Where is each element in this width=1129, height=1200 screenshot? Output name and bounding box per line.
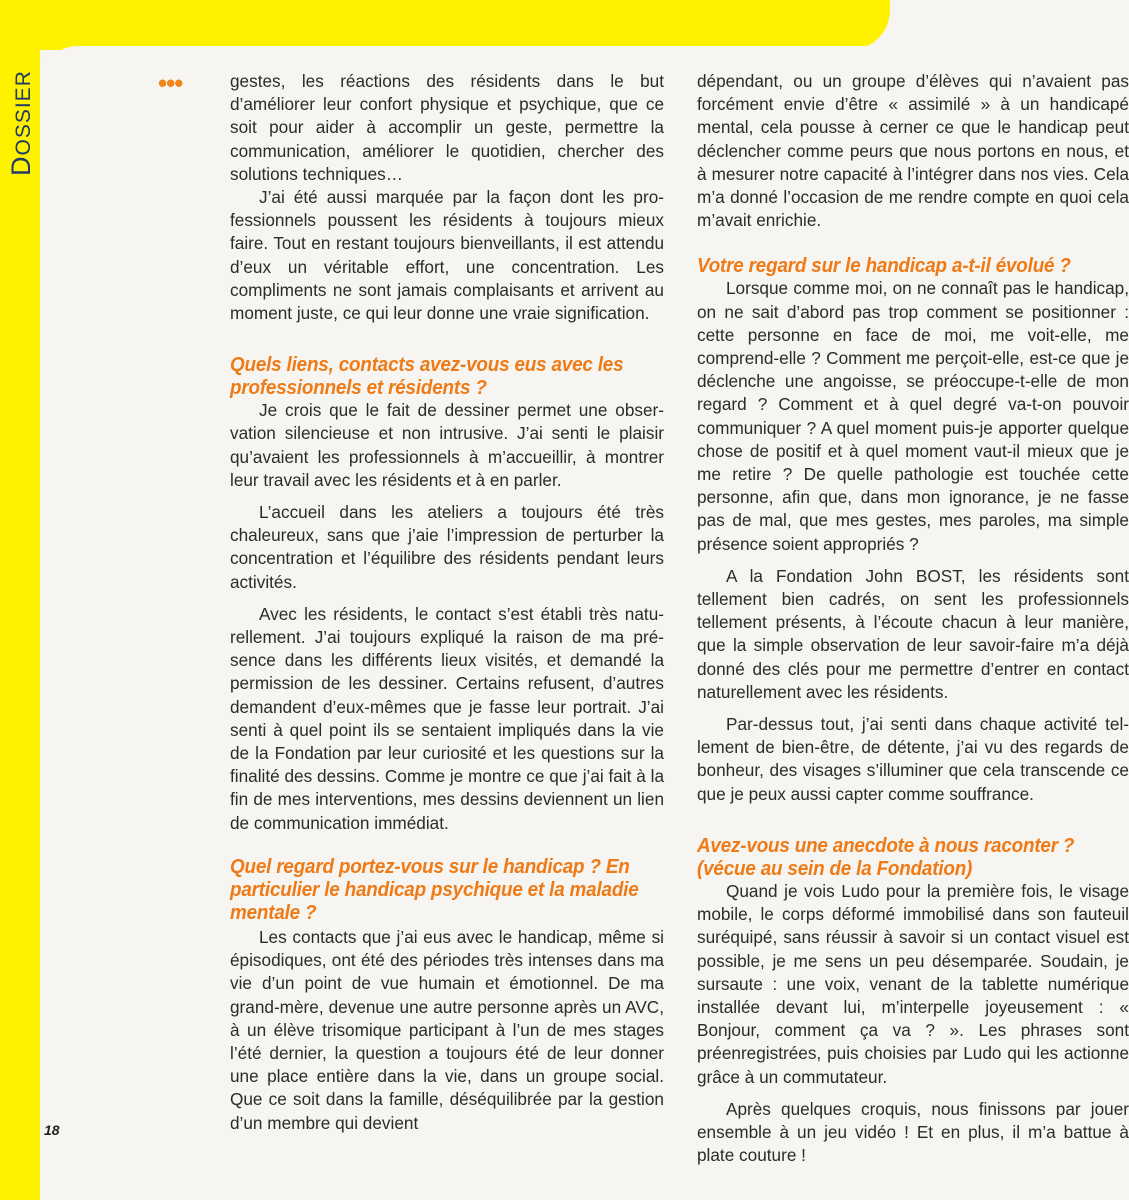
question-heading: Quel regard portez-vous sur le handicap ? En particulier le handicap psychique et la maladie mentale ? — [230, 854, 639, 924]
paragraph: Quand je vois Ludo pour la première fois, le visage mobile, le corps déformé immobilisé dans son fauteuil suréquipé, sans réussir à savoir si un contact visuel est possible, je me sens un peu désemparée. Soudain, je sursaute : une voix, venant de la tablette numérique installée devant lui, m’interpelle joyeusement : « Bonjour, comment ça va ? ». Les phrases sont préenregistrées, puis choisies par Ludo qui les actionne grâce à un commutateur. — [697, 880, 1129, 1087]
paragraph: Par-dessus tout, j’ai senti dans chaque activité tellement de bien-être, de détente, j’ai vu des regards de bonheur, des visages s’illuminer que cela transcende ce que je peux aussi capter comme souffrance. — [697, 714, 1129, 804]
paragraph: gestes, les réactions des résidents dans le but d’améliorer leur confort physique et psychique, que ce soit pour aider à accomplir un geste, permettre la communication, améliorer le quotidien, chercher des solutions techniques… — [230, 71, 664, 184]
right-column — [697, 70, 1129, 1167]
section-label-text: DOSSIER — [6, 70, 36, 176]
paragraph: Après quelques croquis, nous finissons par jouer ensemble à un jeu vidéo ! Et en plus, il m’a battue à plate couture ! — [697, 1098, 1129, 1166]
paragraph: Je crois que le fait de dessiner permet une observation silencieuse et non intrusive. J’ai senti le plaisir qu’avaient les professionnels à m’accueillir, à montrer leur travail avec les résidents et à en parler. — [230, 400, 664, 490]
paragraph: J’ai été aussi marquée par la façon dont les professionnels poussent les résidents à toujours mieux faire. Tout en restant toujours bienveillants, il est attendu d’eux un véritable effort, une concentration. Les compliments ne sont jamais complaisants et arrivent au moment juste, ce qui leur donne une vraie signification. — [230, 187, 664, 324]
yellow-left-band — [0, 0, 40, 1200]
page-number: 18 — [44, 1122, 60, 1138]
paragraph: dépendant, ou un groupe d’élèves qui n’avaient pas forcément envie d’être « assimilé » à un handicapé mental, cela pousse à cerner ce que le handicap peut déclencher comme peurs que nous portons en nous, et à mesurer notre capacité à l’intégrer dans nos vies. Cela m’a donné l’occasion de me rendre compte en quoi cela m’avait enrichie. — [697, 71, 1129, 231]
section-label — [6, 70, 37, 176]
paragraph: Les contacts que j’ai eus avec le handicap, même si épisodiques, ont été des périodes très intenses dans ma vie d’un point de vue humain et émotionnel. De ma grand-mère, devenue une autre personne après un AVC, à un élève trisomique participant à l’un de mes stages l’été dernier, la question a toujours été de leur donner une place entière dans la vie, dans un groupe social. Que ce soit dans la famille, déséquilibrée par la gestion d’un membre qui devient — [230, 926, 664, 1133]
paragraph: L’accueil dans les ateliers a toujours été très chaleureux, sans que j’aie l’impression de perturber la concentration et l’équilibre des résidents pendant leurs activités. — [230, 502, 664, 592]
question-heading: Votre regard sur le handicap a-t-il évolué ? — [697, 254, 1071, 278]
left-column — [230, 70, 664, 1135]
paragraph: Lorsque comme moi, on ne connaît pas le handicap, on ne sait d’abord pas trop comment se positionner : cette personne en face de moi, me voit-elle, me comprend-elle ? Comment me perçoit-elle, est-ce que je déclenche une angoisse, se préoccupe-t-elle de mon regard ? Comment et à quel degré va-t-on pouvoir communiquer ? A quel moment puis-je apporter quelque chose de positif et à quel moment vaut-il mieux que je me retire ? De quelle pathologie est touchée cette personne, afin que, dans mon ignorance, je ne fasse pas de mal, que mes gestes, mes paroles, ma simple présence soient appropriés ? — [697, 278, 1129, 554]
paragraph: A la Fondation John BOST, les résidents sont tellement bien cadrés, on sent les professionnels tellement présents, à l’écoute chacun à leur manière, que la simple observation de leur savoir-faire m’a déjà donné des clés pour me permettre d’entrer en contact naturellement avec les résidents. — [697, 565, 1129, 702]
continuation-marker: ••• — [158, 68, 183, 98]
paragraph: Avec les résidents, le contact s’est établi très naturellement. J’ai toujours expliqué la raison de ma présence dans les différents lieux visités, et demandé la permission de les dessiner. Certains refusent, d’autres demandent d’eux-mêmes que je fasse leur portrait. J’ai senti à quel point ils se sentaient impliqués dans la vie de la Fondation par leur curiosité et les questions sur la finalité des dessins. Comme je montre ce que j’ai fait à la fin de mes interventions, mes dessins deviennent un lien de communication immédiat. — [230, 603, 664, 833]
yellow-top-band — [0, 0, 890, 50]
question-heading: Quels liens, contacts avez-vous eus avec les professionnels et résidents ? — [230, 353, 624, 400]
question-heading: Avez-vous une anecdote à nous raconter ? (vécue au sein de la Fondation) — [697, 833, 1075, 880]
